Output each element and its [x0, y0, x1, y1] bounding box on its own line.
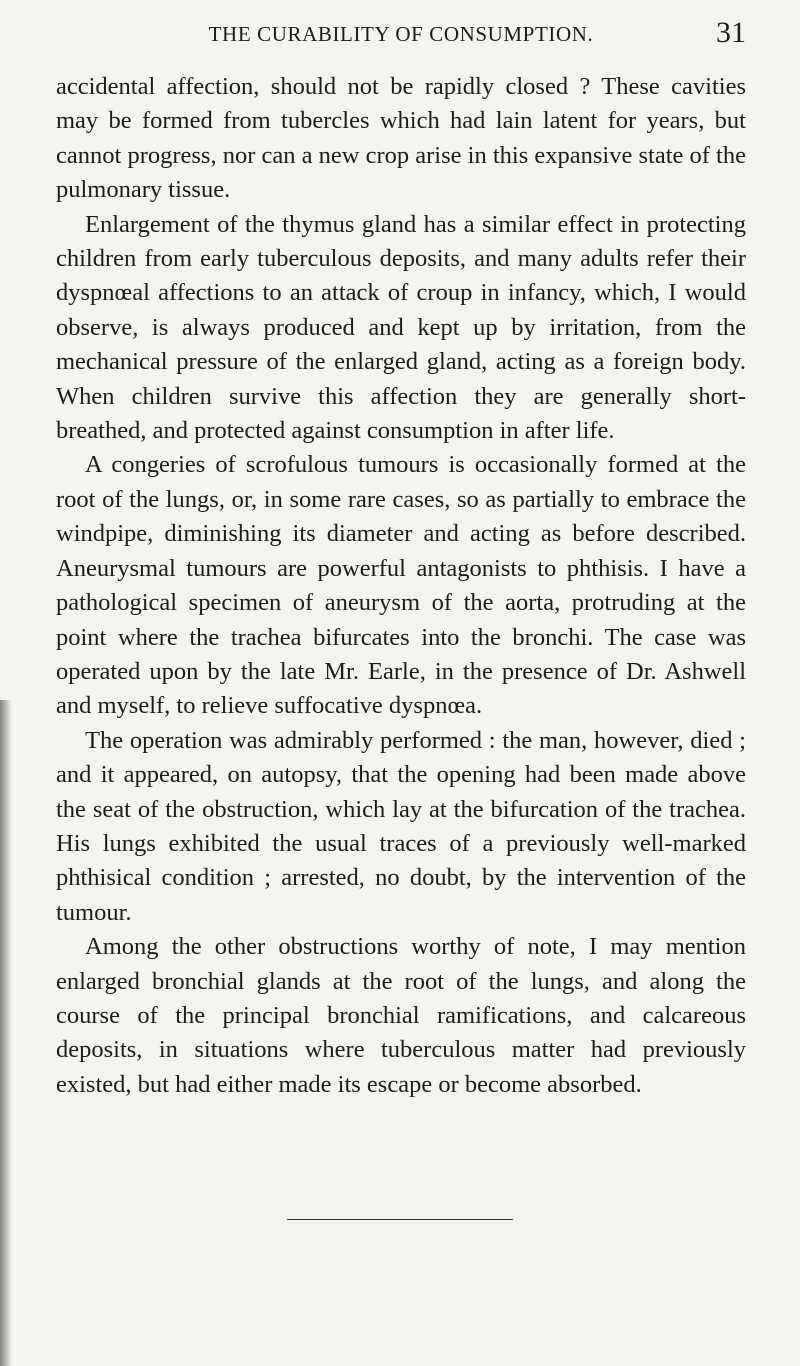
paragraph-3: A congeries of scrofulous tumours is occasionally formed at the root of the lungs, or, in some rare cases, so as partially to embrace the windpipe, diminishing its diameter and acting as before described. Aneurysmal tumours are powerful antagonists to phthisis. I have a pathological specimen of aneurysm of the aorta, protruding at the point where the trachea bifurcates into the bronchi. The case was operated upon by the late Mr. Earle, in the presence of Dr. Ashwell and myself, to relieve suffocative dyspnœa.	[56, 451, 746, 720]
body-text	[56, 70, 746, 1102]
paragraph-2: Enlargement of the thymus gland has a similar effect in protecting children from early tuberculous deposits, and many adults refer their dyspnœal affections to an attack of croup in infancy, which, I would observe, is always produced and kept up by irritation, from the mechanical pressure of the enlarged gland, acting as a foreign body. When children survive this affection they are generally short-breathed, and protected against consumption in after life.	[56, 210, 746, 445]
paragraph-1: accidental affection, should not be rapidly closed ? These cavities may be formed from tubercles which had lain latent for years, but cannot progress, nor can a new crop arise in this expansive state of the pulmonary tissue.	[56, 73, 746, 204]
binding-gutter-shadow	[0, 700, 12, 1366]
page-number: 31	[716, 16, 746, 49]
running-title: THE CURABILITY OF CONSUMPTION.	[208, 22, 594, 46]
running-head	[56, 14, 746, 54]
paragraph-5: Among the other obstructions worthy of note, I may mention enlarged bronchial glands at the root of the lungs, and along the course of the principal bronchial ramifications, and calcareous deposits, in situations where tuberculous matter had previously existed, but had either made its escape or become absorbed.	[56, 933, 746, 1098]
section-end-rule	[287, 1219, 513, 1220]
paragraph-4: The operation was admirably performed : the man, however, died ; and it appeared, on autopsy, that the opening had been made above the seat of the obstruction, which lay at the bifurcation of the trachea. His lungs exhibited the usual traces of a previously well-marked phthisical condition ; arrested, no doubt, by the intervention of the tumour.	[56, 726, 746, 926]
